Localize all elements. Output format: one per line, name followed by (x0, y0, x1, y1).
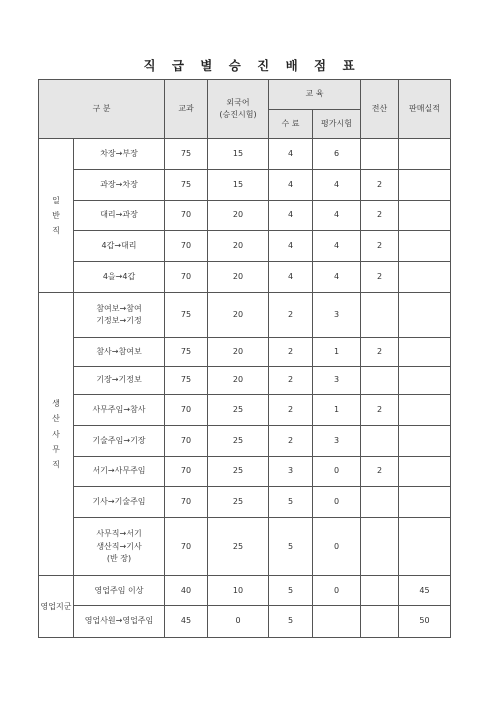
subject-cell: 75 (165, 292, 208, 337)
foreign-cell: 15 (208, 139, 269, 170)
evaluation-cell: 1 (313, 337, 361, 366)
table-row (39, 292, 451, 337)
computer-cell: 2 (361, 231, 399, 262)
sales-cell (399, 366, 451, 395)
evaluation-cell: 0 (313, 456, 361, 487)
evaluation-cell: 1 (313, 395, 361, 426)
table-row (39, 262, 451, 293)
evaluation-cell: 0 (313, 518, 361, 576)
sales-cell: 45 (399, 576, 451, 606)
table-row (39, 200, 451, 231)
subject-cell: 75 (165, 170, 208, 201)
computer-cell (361, 366, 399, 395)
header-foreign-language: 외국어 (승진시험) (208, 80, 269, 139)
grade-cell: 과장→차장 (74, 170, 165, 201)
table-title: 직 급 별 승 진 배 점 표 (143, 58, 361, 73)
grade-cell: 4갑→대리 (74, 231, 165, 262)
evaluation-cell: 3 (313, 292, 361, 337)
sales-cell (399, 292, 451, 337)
grade-cell: 사무주임→참사 (74, 395, 165, 426)
table-row (39, 456, 451, 487)
sales-cell (399, 518, 451, 576)
grade-cell: 서기→사무주임 (74, 456, 165, 487)
grade-cell: 참사→참여보 (74, 337, 165, 366)
grade-cell: 기장→기정보 (74, 366, 165, 395)
computer-cell (361, 518, 399, 576)
group-label: 일반직 (52, 195, 60, 236)
header-computer: 전산 (361, 80, 399, 139)
evaluation-cell: 4 (313, 231, 361, 262)
group-label-cell (39, 292, 74, 576)
header-row-1 (39, 80, 451, 110)
grade-cell: 기술주임→기장 (74, 425, 165, 456)
evaluation-cell: 3 (313, 366, 361, 395)
foreign-cell: 25 (208, 456, 269, 487)
foreign-cell: 25 (208, 395, 269, 426)
group-label: 생산사무직 (52, 399, 60, 469)
computer-cell: 2 (361, 395, 399, 426)
completion-cell: 2 (269, 425, 313, 456)
evaluation-cell: 4 (313, 170, 361, 201)
completion-cell: 5 (269, 487, 313, 518)
subject-cell: 75 (165, 337, 208, 366)
sales-cell: 50 (399, 606, 451, 638)
table-row (39, 425, 451, 456)
sales-cell (399, 200, 451, 231)
completion-cell: 2 (269, 366, 313, 395)
foreign-cell: 20 (208, 200, 269, 231)
completion-cell: 4 (269, 139, 313, 170)
header-education: 교 육 (269, 80, 361, 110)
foreign-cell: 10 (208, 576, 269, 606)
subject-cell: 45 (165, 606, 208, 638)
grade-cell: 영업주임 이상 (74, 576, 165, 606)
evaluation-cell: 4 (313, 262, 361, 293)
subject-cell: 70 (165, 518, 208, 576)
table-row (39, 337, 451, 366)
table-row (39, 487, 451, 518)
grade-cell: 사무직→서기 생산직→기사 (반 장) (74, 518, 165, 576)
sales-cell (399, 139, 451, 170)
completion-cell: 4 (269, 262, 313, 293)
grade-cell: 기사→기술주임 (74, 487, 165, 518)
sales-cell (399, 170, 451, 201)
foreign-cell: 25 (208, 518, 269, 576)
grade-cell: 영업사원→영업주임 (74, 606, 165, 638)
grade-cell: 차장→부장 (74, 139, 165, 170)
computer-cell (361, 139, 399, 170)
foreign-cell: 25 (208, 425, 269, 456)
evaluation-cell (313, 606, 361, 638)
group-label-cell (39, 576, 74, 638)
foreign-cell: 20 (208, 337, 269, 366)
subject-cell: 75 (165, 139, 208, 170)
table-row (39, 395, 451, 426)
subject-cell: 70 (165, 262, 208, 293)
computer-cell (361, 292, 399, 337)
completion-cell: 4 (269, 231, 313, 262)
group-label-cell (39, 139, 74, 293)
subject-cell: 70 (165, 456, 208, 487)
subject-cell: 70 (165, 487, 208, 518)
computer-cell: 2 (361, 337, 399, 366)
header-category: 구 분 (39, 80, 165, 139)
completion-cell: 3 (269, 456, 313, 487)
foreign-cell: 25 (208, 487, 269, 518)
subject-cell: 70 (165, 200, 208, 231)
table-row (39, 139, 451, 170)
sales-cell (399, 487, 451, 518)
header-subject: 교과 (165, 80, 208, 139)
completion-cell: 2 (269, 337, 313, 366)
table-row (39, 366, 451, 395)
foreign-cell: 0 (208, 606, 269, 638)
computer-cell: 2 (361, 170, 399, 201)
table-row (39, 231, 451, 262)
foreign-cell: 15 (208, 170, 269, 201)
grade-cell: 4을→4갑 (74, 262, 165, 293)
completion-cell: 5 (269, 606, 313, 638)
evaluation-cell: 3 (313, 425, 361, 456)
sales-cell (399, 231, 451, 262)
computer-cell (361, 425, 399, 456)
completion-cell: 4 (269, 200, 313, 231)
completion-cell: 5 (269, 518, 313, 576)
grade-cell: 대리→과장 (74, 200, 165, 231)
completion-cell: 5 (269, 576, 313, 606)
computer-cell: 2 (361, 456, 399, 487)
header-sales: 판매실적 (399, 80, 451, 139)
completion-cell: 4 (269, 170, 313, 201)
evaluation-cell: 0 (313, 487, 361, 518)
completion-cell: 2 (269, 292, 313, 337)
foreign-cell: 20 (208, 366, 269, 395)
sales-cell (399, 395, 451, 426)
sales-cell (399, 425, 451, 456)
subject-cell: 40 (165, 576, 208, 606)
promotion-score-table (38, 79, 451, 638)
header-completion: 수 료 (269, 109, 313, 139)
table-row (39, 518, 451, 576)
foreign-cell: 20 (208, 262, 269, 293)
subject-cell: 70 (165, 231, 208, 262)
computer-cell (361, 606, 399, 638)
grade-cell: 참여보→참여 기정보→기정 (74, 292, 165, 337)
table-row (39, 606, 451, 638)
header-evaluation: 평가시험 (313, 109, 361, 139)
evaluation-cell: 0 (313, 576, 361, 606)
foreign-cell: 20 (208, 231, 269, 262)
group-label: 영업지군 (40, 601, 72, 611)
table-body (39, 139, 451, 638)
computer-cell: 2 (361, 262, 399, 293)
table-row (39, 576, 451, 606)
sales-cell (399, 456, 451, 487)
evaluation-cell: 4 (313, 200, 361, 231)
computer-cell (361, 576, 399, 606)
computer-cell: 2 (361, 200, 399, 231)
evaluation-cell: 6 (313, 139, 361, 170)
sales-cell (399, 262, 451, 293)
table-row (39, 170, 451, 201)
subject-cell: 75 (165, 366, 208, 395)
computer-cell (361, 487, 399, 518)
foreign-cell: 20 (208, 292, 269, 337)
completion-cell: 2 (269, 395, 313, 426)
subject-cell: 70 (165, 425, 208, 456)
subject-cell: 70 (165, 395, 208, 426)
sales-cell (399, 337, 451, 366)
